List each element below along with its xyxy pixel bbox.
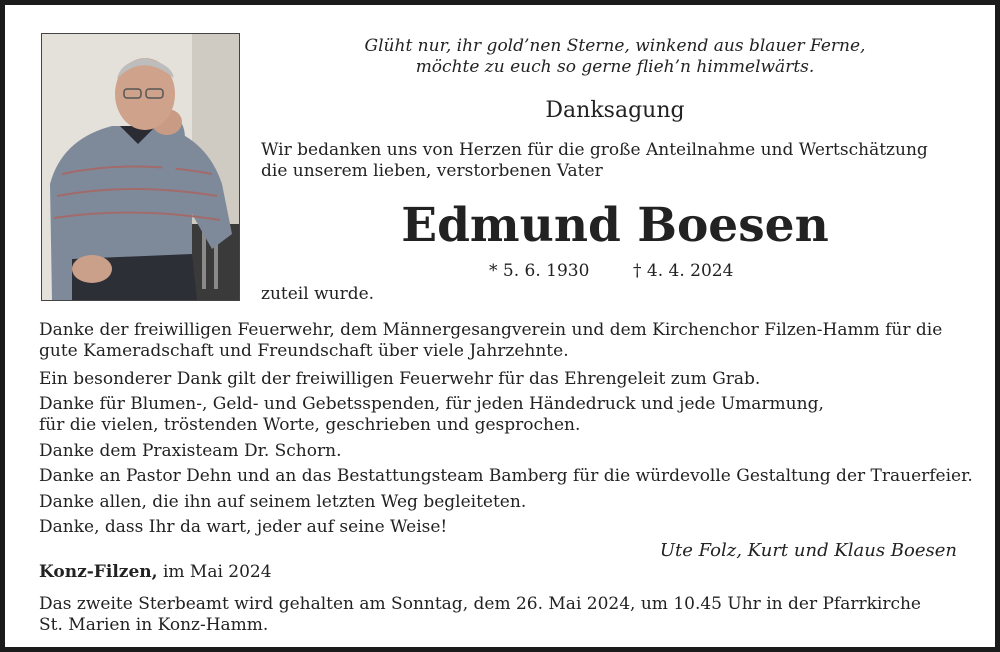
birth-date: * 5. 6. 1930 bbox=[489, 261, 590, 281]
intro-line-1: Wir bedanken uns von Herzen für die große Anteilnahme und Wertschätzung bbox=[261, 140, 928, 160]
intro-line-2: die unserem lieben, verstorbenen Vater bbox=[261, 161, 603, 181]
thanks-line: gute Kameradschaft und Freundschaft über viele Jahrzehnte. bbox=[39, 341, 569, 361]
after-name-text: zuteil wurde. bbox=[261, 284, 375, 304]
portrait-photo bbox=[41, 33, 240, 301]
place-town: Konz-Filzen, bbox=[39, 562, 158, 582]
thanks-line: für die vielen, tröstenden Worte, geschrieben und gesprochen. bbox=[39, 415, 581, 435]
thanks-line: Danke dem Praxisteam Dr. Schorn. bbox=[39, 441, 342, 461]
place-date-text: im Mai 2024 bbox=[162, 562, 272, 582]
deceased-name: Edmund Boesen bbox=[401, 198, 829, 253]
poem-line-1: Glüht nur, ihr gold’nen Sterne, winkend aus blauer Ferne, bbox=[364, 36, 866, 56]
thanks-line: Danke an Pastor Dehn und an das Bestattungsteam Bamberg für die würdevolle Gestaltung der Trauerfeier. bbox=[39, 466, 973, 486]
portrait-illustration bbox=[42, 34, 239, 300]
signature: Ute Folz, Kurt und Klaus Boesen bbox=[659, 540, 957, 561]
thanks-line: Danke für Blumen-, Geld- und Gebetsspenden, für jeden Händedruck und jede Umarmung, bbox=[39, 394, 824, 414]
thanks-line: Danke, dass Ihr da wart, jeder auf seine Weise! bbox=[39, 517, 448, 537]
heading: Danksagung bbox=[545, 98, 685, 123]
thanks-line: Danke allen, die ihn auf seinem letzten Weg begleiteten. bbox=[39, 492, 527, 512]
death-date: † 4. 4. 2024 bbox=[633, 261, 734, 281]
place-date bbox=[39, 562, 272, 583]
notice-line-2: St. Marien in Konz-Hamm. bbox=[39, 615, 269, 635]
thanks-line: Danke der freiwilligen Feuerwehr, dem Männergesangverein und dem Kirchenchor Filzen-Hamm für die bbox=[39, 320, 943, 340]
notice-line-1: Das zweite Sterbeamt wird gehalten am Sonntag, dem 26. Mai 2024, um 10.45 Uhr in der Pfarrkirche bbox=[39, 594, 921, 614]
thanks-line: Ein besonderer Dank gilt der freiwilligen Feuerwehr für das Ehrengeleit zum Grab. bbox=[39, 369, 761, 389]
poem-line-2: möchte zu euch so gerne flieh’n himmelwärts. bbox=[415, 57, 815, 77]
